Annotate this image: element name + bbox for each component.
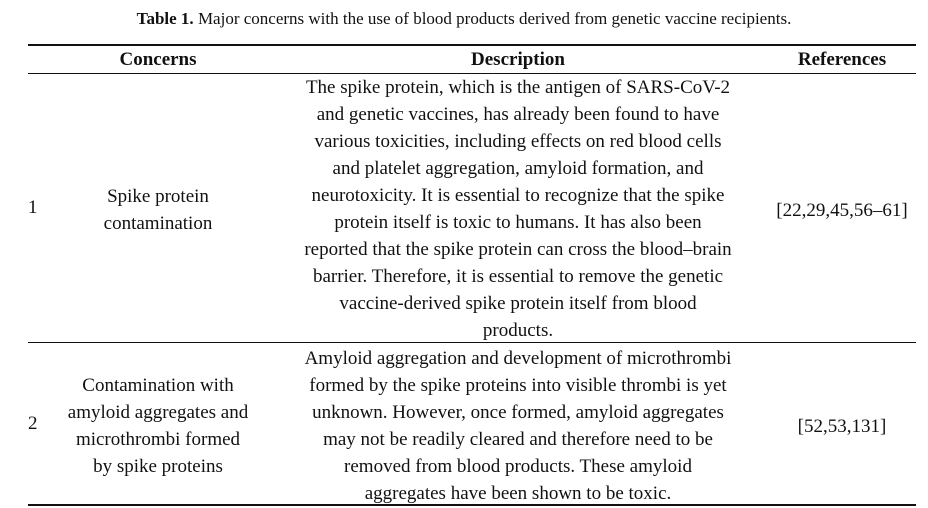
row-divider — [28, 342, 916, 343]
table-caption-text: Major concerns with the use of blood products derived from genetic vaccine recipients. — [193, 9, 792, 28]
header-concerns: Concerns — [119, 49, 197, 70]
row-1-description-line: and genetic vaccines, has already been found to have — [316, 104, 720, 125]
row-1-description-line: neurotoxicity. It is essential to recognize that the spike — [311, 185, 725, 206]
row-2-description-line: unknown. However, once formed, amyloid aggregates — [312, 402, 724, 423]
row-2-concern-line: microthrombi formed — [75, 429, 241, 450]
row-1-references: [22,29,45,56–61] — [776, 200, 908, 221]
row-1-description-line: various toxicities, including effects on red blood cells — [314, 131, 722, 152]
row-1-description-line: products. — [482, 320, 554, 341]
row-2-number: 2 — [28, 413, 38, 434]
row-1-description-line: vaccine-derived spike protein itself from blood — [339, 293, 697, 314]
row-2-references: [52,53,131] — [797, 416, 887, 437]
table-top-rule — [28, 44, 916, 46]
row-2-description — [266, 345, 770, 507]
row-2-concern-line: amyloid aggregates and — [67, 402, 249, 423]
row-2-concern — [50, 372, 266, 480]
row-1-concern-line: Spike protein — [107, 186, 209, 207]
row-1-description-line: protein itself is toxic to humans. It has also been — [334, 212, 702, 233]
row-2-description-line: removed from blood products. These amyloid — [344, 456, 692, 477]
row-2-concern-line: by spike proteins — [93, 456, 223, 477]
table-caption — [0, 8, 928, 30]
row-1-number: 1 — [28, 197, 38, 218]
header-description: Description — [471, 49, 565, 70]
table-bottom-rule — [28, 504, 916, 506]
table-caption-label: Table 1. — [136, 9, 194, 28]
row-1-description-line: The spike protein, which is the antigen of SARS-CoV-2 — [305, 77, 731, 98]
row-2-description-line: formed by the spike proteins into visible thrombi is yet — [309, 375, 727, 396]
row-2-description-line: Amyloid aggregation and development of microthrombi — [304, 348, 732, 369]
row-2-concern-line: Contamination with — [82, 375, 234, 396]
row-2-description-line: aggregates have been shown to be toxic. — [364, 483, 672, 504]
row-1-concern-line: contamination — [103, 213, 213, 234]
row-1-concern — [50, 183, 266, 237]
row-1-description-line: barrier. Therefore, it is essential to remove the genetic — [312, 266, 724, 287]
row-1-description-line: reported that the spike protein can cross the blood–brain — [304, 239, 732, 260]
row-1-description-line: and platelet aggregation, amyloid formation, and — [332, 158, 704, 179]
row-2-description-line: may not be readily cleared and therefore need to be — [323, 429, 713, 450]
header-references: References — [797, 49, 887, 70]
row-1-description — [266, 74, 770, 344]
